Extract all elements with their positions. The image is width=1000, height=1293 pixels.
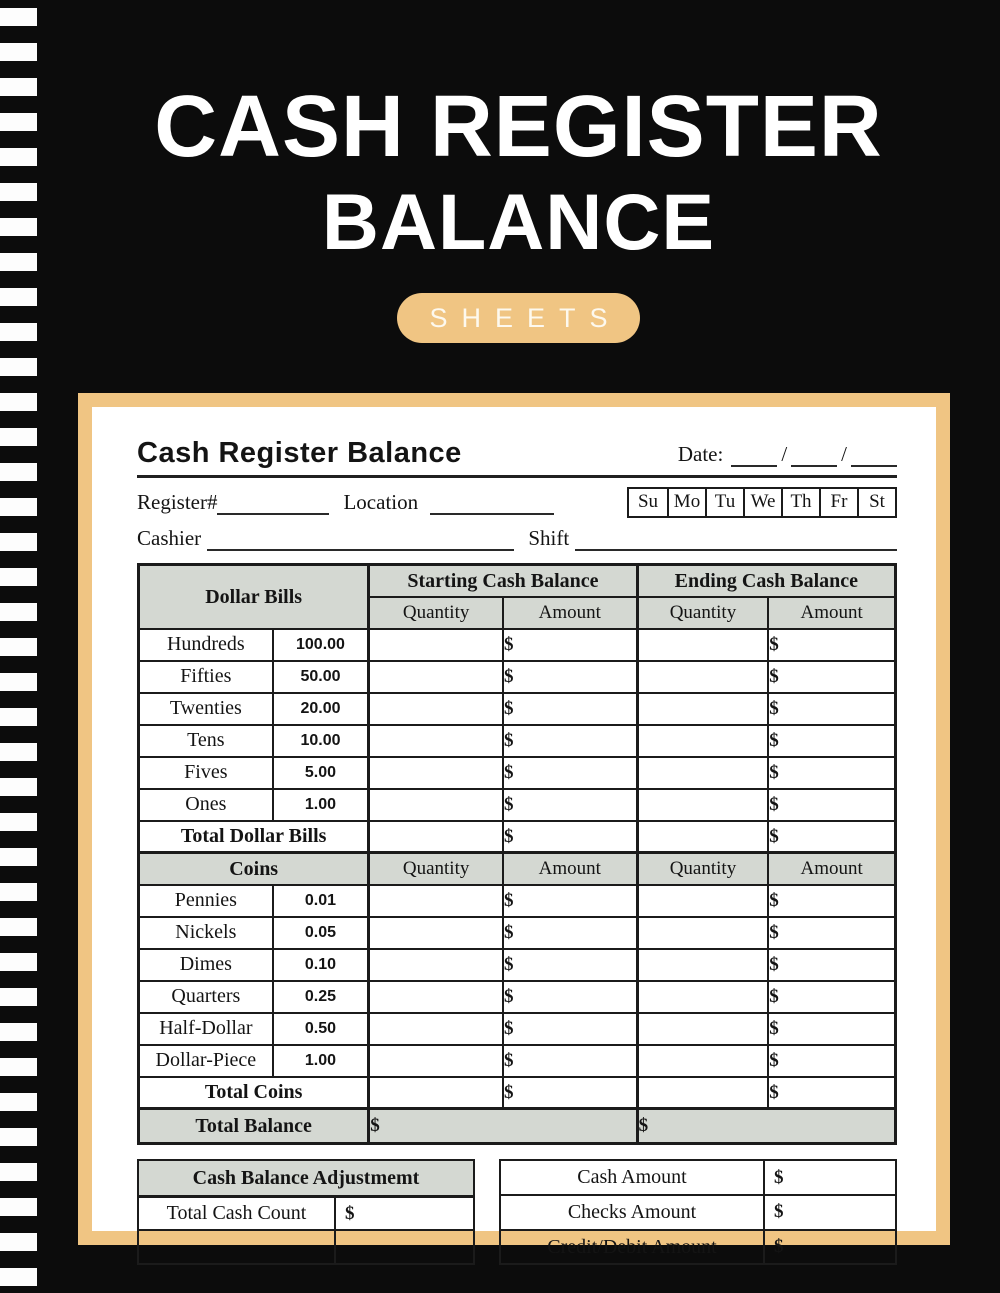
ending-amount-cell[interactable]: $ xyxy=(768,981,895,1013)
cashier-shift-row xyxy=(137,523,897,551)
starting-amount-header: Amount xyxy=(503,597,637,629)
starting-amount-header: Amount xyxy=(503,853,637,885)
ending-amount-cell[interactable]: $ xyxy=(768,789,895,821)
header-rule xyxy=(137,475,897,478)
checks-amount-label: Checks Amount xyxy=(500,1195,764,1230)
starting-quantity-cell[interactable] xyxy=(369,1077,503,1109)
denomination-label: Nickels xyxy=(139,917,273,949)
ending-quantity-cell[interactable] xyxy=(637,1077,768,1109)
table-row-fifties xyxy=(139,661,896,693)
date-year-blank[interactable] xyxy=(851,449,897,467)
ending-quantity-cell[interactable] xyxy=(637,949,768,981)
ending-quantity-cell[interactable] xyxy=(637,757,768,789)
ending-amount-cell[interactable]: $ xyxy=(768,757,895,789)
starting-amount-cell[interactable]: $ xyxy=(503,757,637,789)
ending-quantity-cell[interactable] xyxy=(637,725,768,757)
register-label: Register# xyxy=(137,489,218,514)
starting-amount-cell[interactable]: $ xyxy=(503,629,637,661)
starting-quantity-header: Quantity xyxy=(369,853,503,885)
starting-amount-cell[interactable]: $ xyxy=(503,725,637,757)
starting-balance-header: Starting Cash Balance xyxy=(369,565,637,597)
register-blank[interactable] xyxy=(217,497,329,515)
starting-amount-cell[interactable]: $ xyxy=(503,949,637,981)
denomination-value: 5.00 xyxy=(273,757,369,789)
starting-amount-cell[interactable]: $ xyxy=(503,1045,637,1077)
ending-amount-cell[interactable]: $ xyxy=(768,1013,895,1045)
day-of-week-selector xyxy=(627,487,897,518)
sheets-badge: SHEETS xyxy=(397,293,639,343)
total-cash-count-label: Total Cash Count xyxy=(138,1196,335,1230)
starting-quantity-cell[interactable] xyxy=(369,949,503,981)
denomination-value: 1.00 xyxy=(273,789,369,821)
ending-quantity-cell[interactable] xyxy=(637,981,768,1013)
denomination-value: 50.00 xyxy=(273,661,369,693)
cover-title-line1: CASH REGISTER xyxy=(154,78,883,175)
starting-amount-cell[interactable]: $ xyxy=(503,885,637,917)
denomination-value: 1.00 xyxy=(273,1045,369,1077)
table-row-pennies xyxy=(139,885,896,917)
checks-amount-cell[interactable]: $ xyxy=(764,1195,896,1230)
cash-amount-cell[interactable]: $ xyxy=(764,1160,896,1195)
denomination-label: Tens xyxy=(139,725,273,757)
sheet-frame xyxy=(78,393,950,1258)
ending-quantity-cell[interactable] xyxy=(637,1045,768,1077)
location-blank[interactable] xyxy=(430,497,554,515)
cash-balance-table xyxy=(137,563,897,1145)
balance-sheet-page xyxy=(92,407,936,1258)
ending-amount-cell[interactable]: $ xyxy=(768,1077,895,1109)
ending-balance-header: Ending Cash Balance xyxy=(637,565,895,597)
starting-quantity-cell[interactable] xyxy=(369,885,503,917)
ending-quantity-header: Quantity xyxy=(637,597,768,629)
day-cell-sunday[interactable]: Su xyxy=(637,490,659,512)
denomination-label: Pennies xyxy=(139,885,273,917)
denomination-label: Half-Dollar xyxy=(139,1013,273,1045)
table-row-hundreds xyxy=(139,629,896,661)
denomination-value: 20.00 xyxy=(273,693,369,725)
table-row-total-coins xyxy=(139,1077,896,1109)
table-row-clipped xyxy=(138,1230,474,1264)
clipped-row-label[interactable] xyxy=(138,1230,335,1264)
starting-quantity-header: Quantity xyxy=(369,597,503,629)
denomination-label: Fifties xyxy=(139,661,273,693)
ending-amount-cell[interactable]: $ xyxy=(768,693,895,725)
denomination-value: 0.50 xyxy=(273,1013,369,1045)
starting-quantity-cell[interactable] xyxy=(369,821,503,853)
ending-amount-cell[interactable]: $ xyxy=(768,885,895,917)
starting-quantity-cell[interactable] xyxy=(369,917,503,949)
clipped-row-cell[interactable] xyxy=(335,1230,474,1264)
denomination-label: Hundreds xyxy=(139,629,273,661)
denomination-label: Dimes xyxy=(139,949,273,981)
total-balance-row xyxy=(139,1109,896,1144)
ending-quantity-cell[interactable] xyxy=(637,789,768,821)
table-row-half-dollar xyxy=(139,1013,896,1045)
ending-amount-cell[interactable]: $ xyxy=(768,661,895,693)
table-row-dollar-piece xyxy=(139,1045,896,1077)
ending-total-balance-cell[interactable]: $ xyxy=(637,1109,895,1144)
ending-quantity-cell[interactable] xyxy=(637,917,768,949)
ending-amount-cell[interactable]: $ xyxy=(768,725,895,757)
ending-amount-cell[interactable]: $ xyxy=(768,1045,895,1077)
starting-amount-cell[interactable]: $ xyxy=(503,1013,637,1045)
table-row-total-cash-count xyxy=(138,1196,474,1230)
starting-amount-cell[interactable]: $ xyxy=(503,981,637,1013)
ending-quantity-cell[interactable] xyxy=(637,629,768,661)
coins-section-header: Coins xyxy=(139,853,369,885)
coins-header-row xyxy=(139,853,896,885)
cash-balance-adjustment-table xyxy=(137,1159,475,1265)
ending-amount-cell[interactable]: $ xyxy=(768,629,895,661)
register-location-row xyxy=(137,487,897,517)
adjustment-table-header: Cash Balance Adjustmemt xyxy=(138,1160,474,1196)
day-cell-thursday[interactable]: Th xyxy=(781,489,819,516)
credit-debit-amount-label: Credit/Debit Amount xyxy=(500,1230,764,1265)
table-row-checks-amount xyxy=(500,1195,896,1230)
ending-quantity-cell[interactable] xyxy=(637,821,768,853)
spiral-binder-holes xyxy=(0,8,37,1293)
amounts-table xyxy=(499,1159,897,1265)
denomination-value: 0.10 xyxy=(273,949,369,981)
starting-amount-cell[interactable]: $ xyxy=(503,693,637,725)
starting-quantity-cell[interactable] xyxy=(369,789,503,821)
cover-title-block xyxy=(37,78,1000,343)
ending-quantity-cell[interactable] xyxy=(637,1013,768,1045)
table-row-dimes xyxy=(139,949,896,981)
denomination-value: 10.00 xyxy=(273,725,369,757)
credit-debit-amount-cell[interactable]: $ xyxy=(764,1230,896,1265)
starting-amount-cell[interactable]: $ xyxy=(503,917,637,949)
starting-amount-cell[interactable]: $ xyxy=(503,821,637,853)
starting-quantity-cell[interactable] xyxy=(369,1045,503,1077)
ending-amount-cell[interactable]: $ xyxy=(768,949,895,981)
ending-quantity-cell[interactable] xyxy=(637,693,768,725)
day-cell-saturday[interactable]: St xyxy=(857,489,895,516)
starting-amount-cell[interactable]: $ xyxy=(503,789,637,821)
ending-amount-cell[interactable]: $ xyxy=(768,917,895,949)
ending-quantity-cell[interactable] xyxy=(637,661,768,693)
bills-section-header: Dollar Bills xyxy=(139,565,369,629)
register-location-fields xyxy=(137,490,627,515)
starting-quantity-cell[interactable] xyxy=(369,693,503,725)
table-row-quarters xyxy=(139,981,896,1013)
denomination-value: 0.05 xyxy=(273,917,369,949)
shift-blank[interactable] xyxy=(575,533,897,551)
day-cell-tuesday[interactable]: Tu xyxy=(705,489,743,516)
total-cash-count-cell[interactable]: $ xyxy=(335,1196,474,1230)
starting-quantity-cell[interactable] xyxy=(369,725,503,757)
starting-quantity-cell[interactable] xyxy=(369,1013,503,1045)
day-cell-monday[interactable]: Mo xyxy=(667,489,705,516)
cash-amount-label: Cash Amount xyxy=(500,1160,764,1195)
ending-amount-header: Amount xyxy=(768,597,895,629)
starting-amount-cell[interactable]: $ xyxy=(503,661,637,693)
total-coins-label: Total Coins xyxy=(139,1077,369,1109)
starting-total-balance-cell[interactable]: $ xyxy=(369,1109,637,1144)
denomination-value: 0.25 xyxy=(273,981,369,1013)
denomination-label: Dollar-Piece xyxy=(139,1045,273,1077)
date-day-blank[interactable] xyxy=(791,449,837,467)
denomination-label: Twenties xyxy=(139,693,273,725)
denomination-value: 0.01 xyxy=(273,885,369,917)
ending-amount-cell[interactable]: $ xyxy=(768,821,895,853)
ending-amount-header: Amount xyxy=(768,853,895,885)
location-label: Location xyxy=(343,489,419,514)
table-row-credit-debit-amount xyxy=(500,1230,896,1265)
starting-quantity-cell[interactable] xyxy=(369,629,503,661)
cashier-blank[interactable] xyxy=(207,533,514,551)
date-month-blank[interactable] xyxy=(731,449,777,467)
total-bills-label: Total Dollar Bills xyxy=(139,821,369,853)
denomination-label: Quarters xyxy=(139,981,273,1013)
starting-quantity-cell[interactable] xyxy=(369,757,503,789)
starting-quantity-cell[interactable] xyxy=(369,981,503,1013)
day-cell-friday[interactable]: Fr xyxy=(819,489,857,516)
cover-title-line2: BALANCE xyxy=(321,177,716,266)
table-row-fives xyxy=(139,757,896,789)
day-cell-wednesday[interactable]: We xyxy=(743,489,781,516)
table-row-cash-amount xyxy=(500,1160,896,1195)
denomination-label: Fives xyxy=(139,757,273,789)
cashier-label: Cashier xyxy=(137,526,202,551)
page-title: Cash Register Balance xyxy=(137,437,462,469)
shift-label: Shift xyxy=(528,526,570,551)
table-row-total-bills xyxy=(139,821,896,853)
date-label: Date: xyxy=(677,442,724,467)
table-row-nickels xyxy=(139,917,896,949)
ending-quantity-cell[interactable] xyxy=(637,885,768,917)
ending-quantity-header: Quantity xyxy=(637,853,768,885)
table-row-tens xyxy=(139,725,896,757)
denomination-value: 100.00 xyxy=(273,629,369,661)
date-separator: / xyxy=(781,442,788,467)
denomination-label: Ones xyxy=(139,789,273,821)
total-balance-label: Total Balance xyxy=(139,1109,369,1144)
starting-quantity-cell[interactable] xyxy=(369,661,503,693)
table-row-twenties xyxy=(139,693,896,725)
table-row-ones xyxy=(139,789,896,821)
date-block xyxy=(678,442,897,470)
sheet-header-row xyxy=(137,437,897,470)
starting-amount-cell[interactable]: $ xyxy=(503,1077,637,1109)
date-separator: / xyxy=(841,442,847,467)
bottom-tables xyxy=(137,1159,897,1265)
